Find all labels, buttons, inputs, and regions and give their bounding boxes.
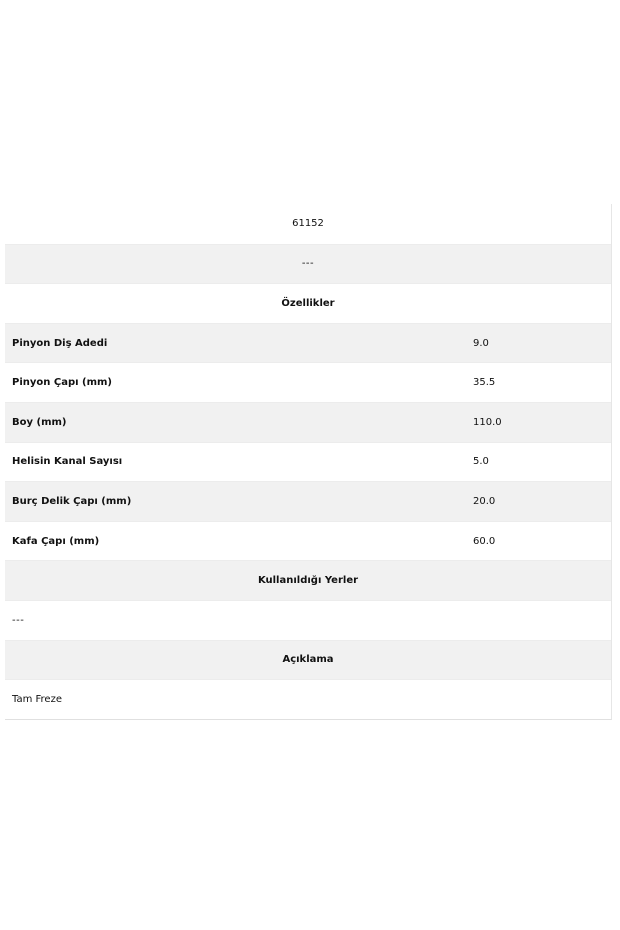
spec-row: [5, 323, 611, 363]
description-heading: Açıklama: [282, 654, 334, 666]
spec-label: Helisin Kanal Sayısı: [12, 456, 123, 468]
description-text: Tam Freze: [12, 693, 62, 705]
spec-label: Burç Delik Çapı (mm): [12, 495, 132, 507]
spec-value: 35.5: [473, 377, 496, 389]
product-subtitle: ---: [301, 258, 315, 270]
spec-value: 9.0: [473, 337, 489, 349]
spec-row: [5, 481, 611, 521]
usage-text: ---: [12, 614, 25, 626]
product-code: 61152: [292, 218, 324, 230]
spec-value: 60.0: [473, 535, 496, 547]
spec-row: [5, 442, 611, 482]
spec-row: [5, 521, 611, 561]
spec-label: Boy (mm): [12, 416, 67, 428]
spec-row: [5, 362, 611, 402]
spec-row: [5, 402, 611, 442]
description-text-row: [5, 679, 611, 719]
product-spec-table: [5, 204, 612, 720]
spec-label: Pinyon Çapı (mm): [12, 377, 112, 389]
description-heading-row: [5, 640, 611, 680]
features-heading: Özellikler: [281, 297, 335, 309]
usage-heading-row: [5, 560, 611, 600]
features-heading-row: [5, 283, 611, 323]
product-subtitle-row: [5, 244, 611, 284]
spec-label: Pinyon Diş Adedi: [12, 337, 108, 349]
spec-value: 5.0: [473, 456, 489, 468]
spec-value: 20.0: [473, 495, 496, 507]
spec-label: Kafa Çapı (mm): [12, 535, 100, 547]
product-code-row: [5, 204, 611, 244]
usage-text-row: [5, 600, 611, 640]
usage-heading: Kullanıldığı Yerler: [257, 575, 359, 587]
spec-value: 110.0: [473, 416, 502, 428]
